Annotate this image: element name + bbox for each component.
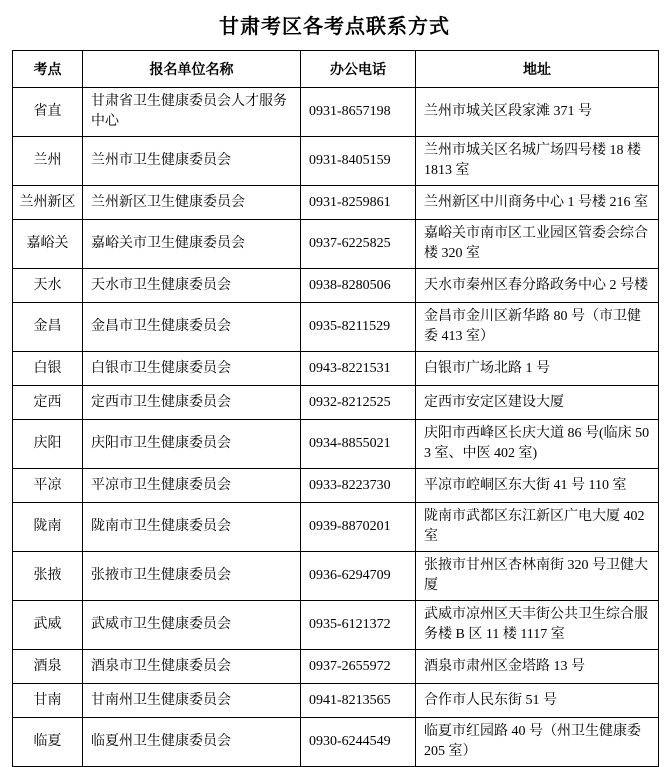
table-row [13,386,659,420]
cell-unit-name: 天水市卫生健康委员会 [83,269,301,303]
cell-office-phone: 0936-6294709 [301,552,416,601]
cell-unit-name: 兰州市卫生健康委员会 [83,137,301,186]
cell-address: 临夏市红园路 40 号（州卫生健康委 205 室） [416,718,659,767]
cell-unit-name: 庆阳市卫生健康委员会 [83,420,301,469]
cell-exam-point: 定西 [13,386,83,420]
cell-address: 武威市凉州区天丰街公共卫生综合服务楼 B 区 11 楼 1117 室 [416,601,659,650]
cell-office-phone: 0933-8223730 [301,469,416,503]
table-row [13,137,659,186]
cell-exam-point: 兰州 [13,137,83,186]
page-title: 甘肃考区各考点联系方式 [219,16,450,38]
table-row [13,650,659,684]
cell-exam-point: 白银 [13,352,83,386]
cell-exam-point: 酒泉 [13,650,83,684]
cell-address: 嘉峪关市南市区工业园区管委会综合楼 320 室 [416,220,659,269]
cell-unit-name: 白银市卫生健康委员会 [83,352,301,386]
cell-office-phone: 0941-8213565 [301,684,416,718]
cell-unit-name: 临夏州卫生健康委员会 [83,718,301,767]
cell-address: 张掖市甘州区杏林南街 320 号卫健大厦 [416,552,659,601]
header-address: 地址 [416,51,659,88]
table-row [13,552,659,601]
cell-office-phone: 0938-8280506 [301,269,416,303]
cell-exam-point: 省直 [13,88,83,137]
cell-office-phone: 0937-2655972 [301,650,416,684]
table-row [13,420,659,469]
cell-office-phone: 0932-8212525 [301,386,416,420]
cell-unit-name: 武威市卫生健康委员会 [83,601,301,650]
cell-exam-point: 张掖 [13,552,83,601]
cell-exam-point: 嘉峪关 [13,220,83,269]
cell-unit-name: 陇南市卫生健康委员会 [83,503,301,552]
cell-unit-name: 甘南州卫生健康委员会 [83,684,301,718]
cell-address: 定西市安定区建设大厦 [416,386,659,420]
cell-office-phone: 0931-8405159 [301,137,416,186]
cell-address: 兰州市城关区名城广场四号楼 18 楼 1813 室 [416,137,659,186]
cell-address: 金昌市金川区新华路 80 号（市卫健委 413 室） [416,303,659,352]
cell-unit-name: 平凉市卫生健康委员会 [83,469,301,503]
cell-unit-name: 甘肃省卫生健康委员会人才服务中心 [83,88,301,137]
cell-exam-point: 兰州新区 [13,186,83,220]
cell-exam-point: 金昌 [13,303,83,352]
cell-address: 平凉市崆峒区东大街 41 号 110 室 [416,469,659,503]
cell-address: 兰州市城关区段家滩 371 号 [416,88,659,137]
cell-address: 白银市广场北路 1 号 [416,352,659,386]
cell-unit-name: 兰州新区卫生健康委员会 [83,186,301,220]
cell-address: 天水市秦州区春分路政务中心 2 号楼 [416,269,659,303]
cell-address: 陇南市武都区东江新区广电大厦 402 室 [416,503,659,552]
cell-office-phone: 0931-8657198 [301,88,416,137]
cell-address: 合作市人民东街 51 号 [416,684,659,718]
table-row [13,88,659,137]
cell-office-phone: 0943-8221531 [301,352,416,386]
header-exam-point: 考点 [13,51,83,88]
cell-exam-point: 陇南 [13,503,83,552]
table-row [13,684,659,718]
contact-table [12,50,659,767]
cell-office-phone: 0930-6244549 [301,718,416,767]
table-row [13,503,659,552]
header-row [13,51,659,88]
cell-address: 庆阳市西峰区长庆大道 86 号(临床 503 室、中医 402 室) [416,420,659,469]
cell-unit-name: 酒泉市卫生健康委员会 [83,650,301,684]
cell-office-phone: 0939-8870201 [301,503,416,552]
cell-exam-point: 临夏 [13,718,83,767]
cell-unit-name: 张掖市卫生健康委员会 [83,552,301,601]
cell-unit-name: 嘉峪关市卫生健康委员会 [83,220,301,269]
cell-exam-point: 天水 [13,269,83,303]
cell-address: 酒泉市肃州区金塔路 13 号 [416,650,659,684]
table-row [13,469,659,503]
table-row [13,718,659,767]
cell-address: 兰州新区中川商务中心 1 号楼 216 室 [416,186,659,220]
cell-office-phone: 0935-6121372 [301,601,416,650]
table-row [13,186,659,220]
cell-exam-point: 武威 [13,601,83,650]
table-row [13,601,659,650]
table-row [13,220,659,269]
table-row [13,352,659,386]
table-row [13,269,659,303]
cell-office-phone: 0934-8855021 [301,420,416,469]
header-unit-name: 报名单位名称 [83,51,301,88]
table-row [13,303,659,352]
cell-exam-point: 甘南 [13,684,83,718]
cell-unit-name: 金昌市卫生健康委员会 [83,303,301,352]
header-office-phone: 办公电话 [301,51,416,88]
cell-exam-point: 平凉 [13,469,83,503]
table-header [13,51,659,88]
cell-office-phone: 0931-8259861 [301,186,416,220]
cell-exam-point: 庆阳 [13,420,83,469]
cell-office-phone: 0937-6225825 [301,220,416,269]
cell-unit-name: 定西市卫生健康委员会 [83,386,301,420]
cell-office-phone: 0935-8211529 [301,303,416,352]
table-body [13,88,659,767]
